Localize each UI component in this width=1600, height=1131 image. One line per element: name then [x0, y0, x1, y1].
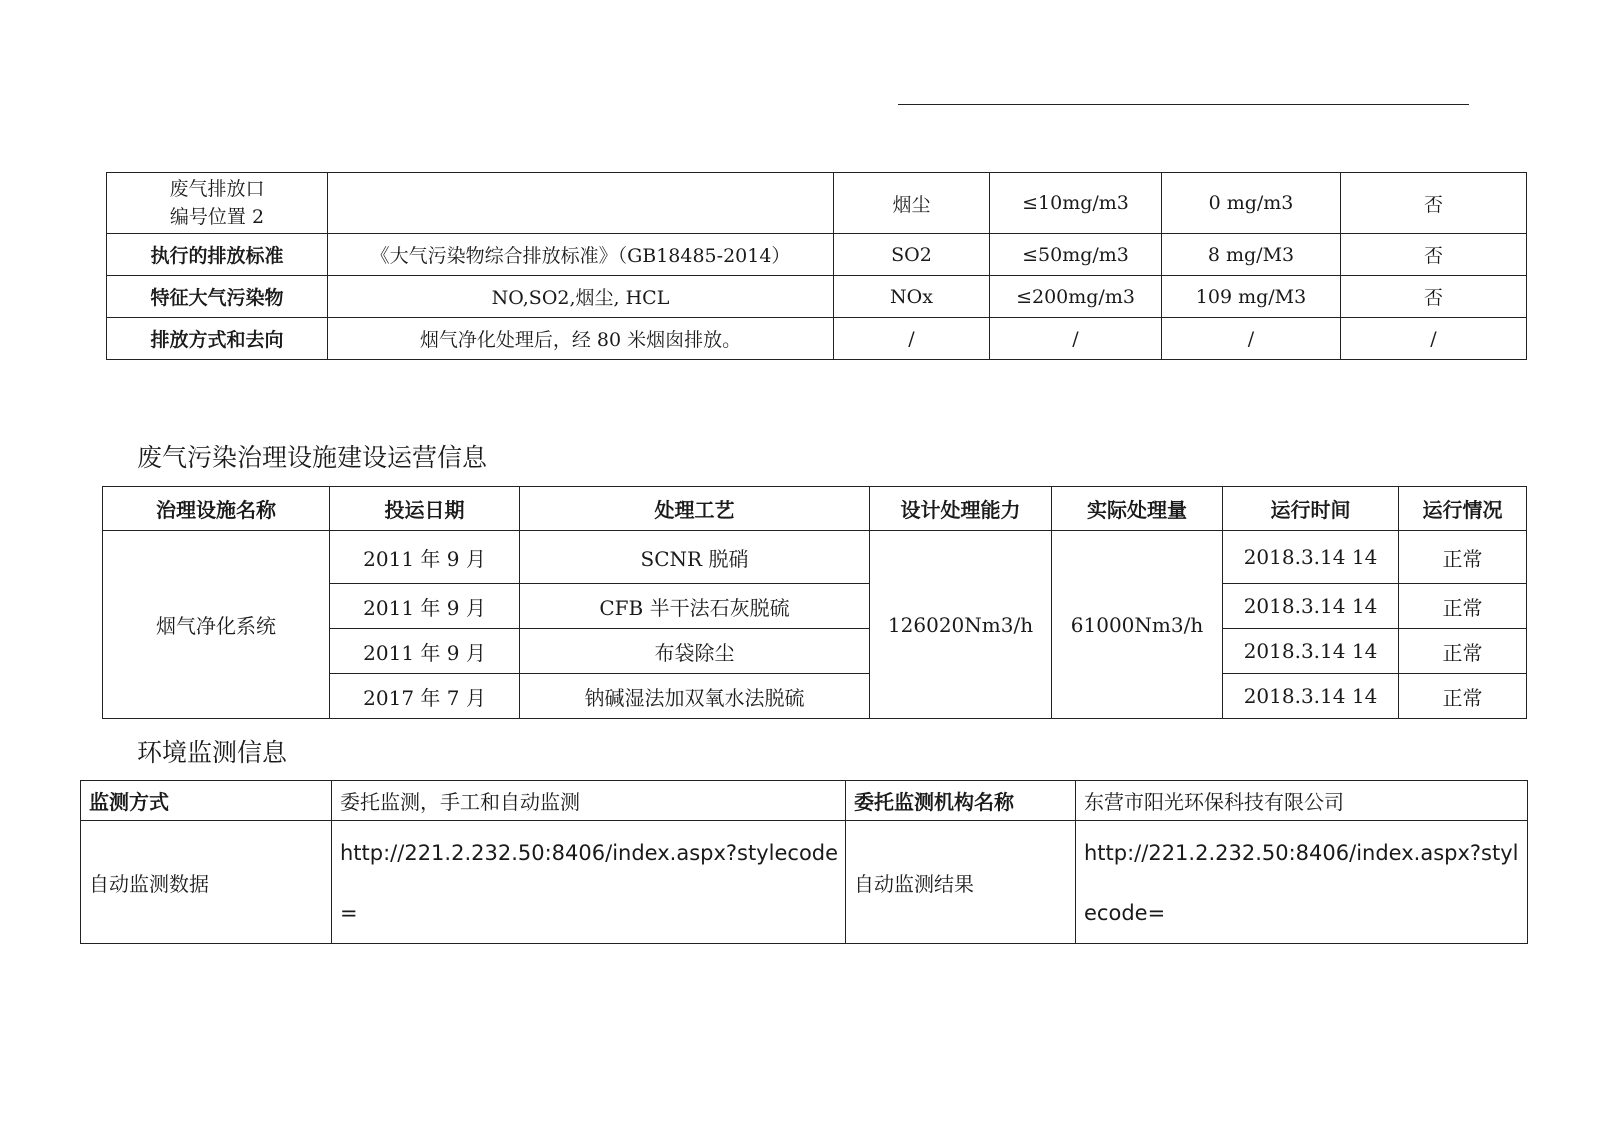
monitoring-heading: 环境监测信息	[137, 738, 288, 767]
exceed-cell: 否	[1341, 276, 1527, 318]
monitoring-table	[80, 780, 1528, 944]
limit-cell: /	[990, 318, 1162, 360]
run-status: 正常	[1399, 674, 1527, 719]
table-row	[103, 531, 1527, 584]
table-row	[107, 318, 1527, 360]
process: CFB 半干法石灰脱硫	[520, 584, 870, 629]
table-row	[81, 781, 1528, 821]
header-rule	[898, 104, 1469, 105]
limit-cell: ≤10mg/m3	[990, 173, 1162, 234]
facility-table	[102, 486, 1527, 719]
column-header: 设计处理能力	[870, 487, 1052, 531]
pollutants-value: NO,SO2,烟尘, HCL	[328, 276, 834, 318]
actual-cell: 0 mg/m3	[1162, 173, 1341, 234]
actual-volume: 61000Nm3/h	[1052, 531, 1223, 719]
actual-cell: 8 mg/M3	[1162, 234, 1341, 276]
standard-value: 《大气污染物综合排放标准》（GB18485-2014）	[328, 234, 834, 276]
start-date: 2011 年 9 月	[330, 531, 520, 584]
column-header: 运行情况	[1399, 487, 1527, 531]
table-row	[107, 234, 1527, 276]
actual-cell: 109 mg/M3	[1162, 276, 1341, 318]
process: 钠碱湿法加双氧水法脱硫	[520, 674, 870, 719]
run-time: 2018.3.14 14	[1223, 584, 1399, 629]
run-status: 正常	[1399, 584, 1527, 629]
table-row	[81, 821, 1528, 944]
facility-heading: 废气污染治理设施建设运营信息	[137, 443, 488, 472]
method-label: 监测方式	[81, 781, 332, 821]
table-row	[107, 173, 1527, 234]
run-time: 2018.3.14 14	[1223, 674, 1399, 719]
run-time: 2018.3.14 14	[1223, 629, 1399, 674]
discharge-value: 烟气净化处理后，经 80 米烟囱排放。	[328, 318, 834, 360]
column-header: 处理工艺	[520, 487, 870, 531]
agency-value: 东营市阳光环保科技有限公司	[1076, 781, 1528, 821]
exceed-cell: 否	[1341, 234, 1527, 276]
column-header: 运行时间	[1223, 487, 1399, 531]
outlet-value	[328, 173, 834, 234]
run-status: 正常	[1399, 629, 1527, 674]
method-value: 委托监测，手工和自动监测	[332, 781, 846, 821]
column-header: 投运日期	[330, 487, 520, 531]
pollutant-cell: 烟尘	[834, 173, 990, 234]
start-date: 2011 年 9 月	[330, 629, 520, 674]
process: SCNR 脱硝	[520, 531, 870, 584]
column-header: 治理设施名称	[103, 487, 330, 531]
column-header: 实际处理量	[1052, 487, 1223, 531]
auto-result-label: 自动监测结果	[846, 821, 1076, 944]
limit-cell: ≤50mg/m3	[990, 234, 1162, 276]
run-status: 正常	[1399, 531, 1527, 584]
auto-data-link[interactable]: http://221.2.232.50:8406/index.aspx?stylecode=	[332, 821, 846, 944]
pollutants-label: 特征大气污染物	[107, 276, 328, 318]
discharge-label: 排放方式和去向	[107, 318, 328, 360]
table-row	[107, 276, 1527, 318]
emission-table	[106, 172, 1527, 360]
auto-data-label: 自动监测数据	[81, 821, 332, 944]
design-capacity: 126020Nm3/h	[870, 531, 1052, 719]
pollutant-cell: NOx	[834, 276, 990, 318]
pollutant-cell: /	[834, 318, 990, 360]
auto-result-link[interactable]: http://221.2.232.50:8406/index.aspx?stylecode=	[1076, 821, 1528, 944]
facility-name: 烟气净化系统	[103, 531, 330, 719]
standard-label: 执行的排放标准	[107, 234, 328, 276]
outlet-label: 废气排放口 编号位置 2	[107, 173, 328, 234]
exceed-cell: /	[1341, 318, 1527, 360]
run-time: 2018.3.14 14	[1223, 531, 1399, 584]
start-date: 2011 年 9 月	[330, 584, 520, 629]
agency-label: 委托监测机构名称	[846, 781, 1076, 821]
exceed-cell: 否	[1341, 173, 1527, 234]
actual-cell: /	[1162, 318, 1341, 360]
table-header-row	[103, 487, 1527, 531]
pollutant-cell: SO2	[834, 234, 990, 276]
limit-cell: ≤200mg/m3	[990, 276, 1162, 318]
process: 布袋除尘	[520, 629, 870, 674]
start-date: 2017 年 7 月	[330, 674, 520, 719]
